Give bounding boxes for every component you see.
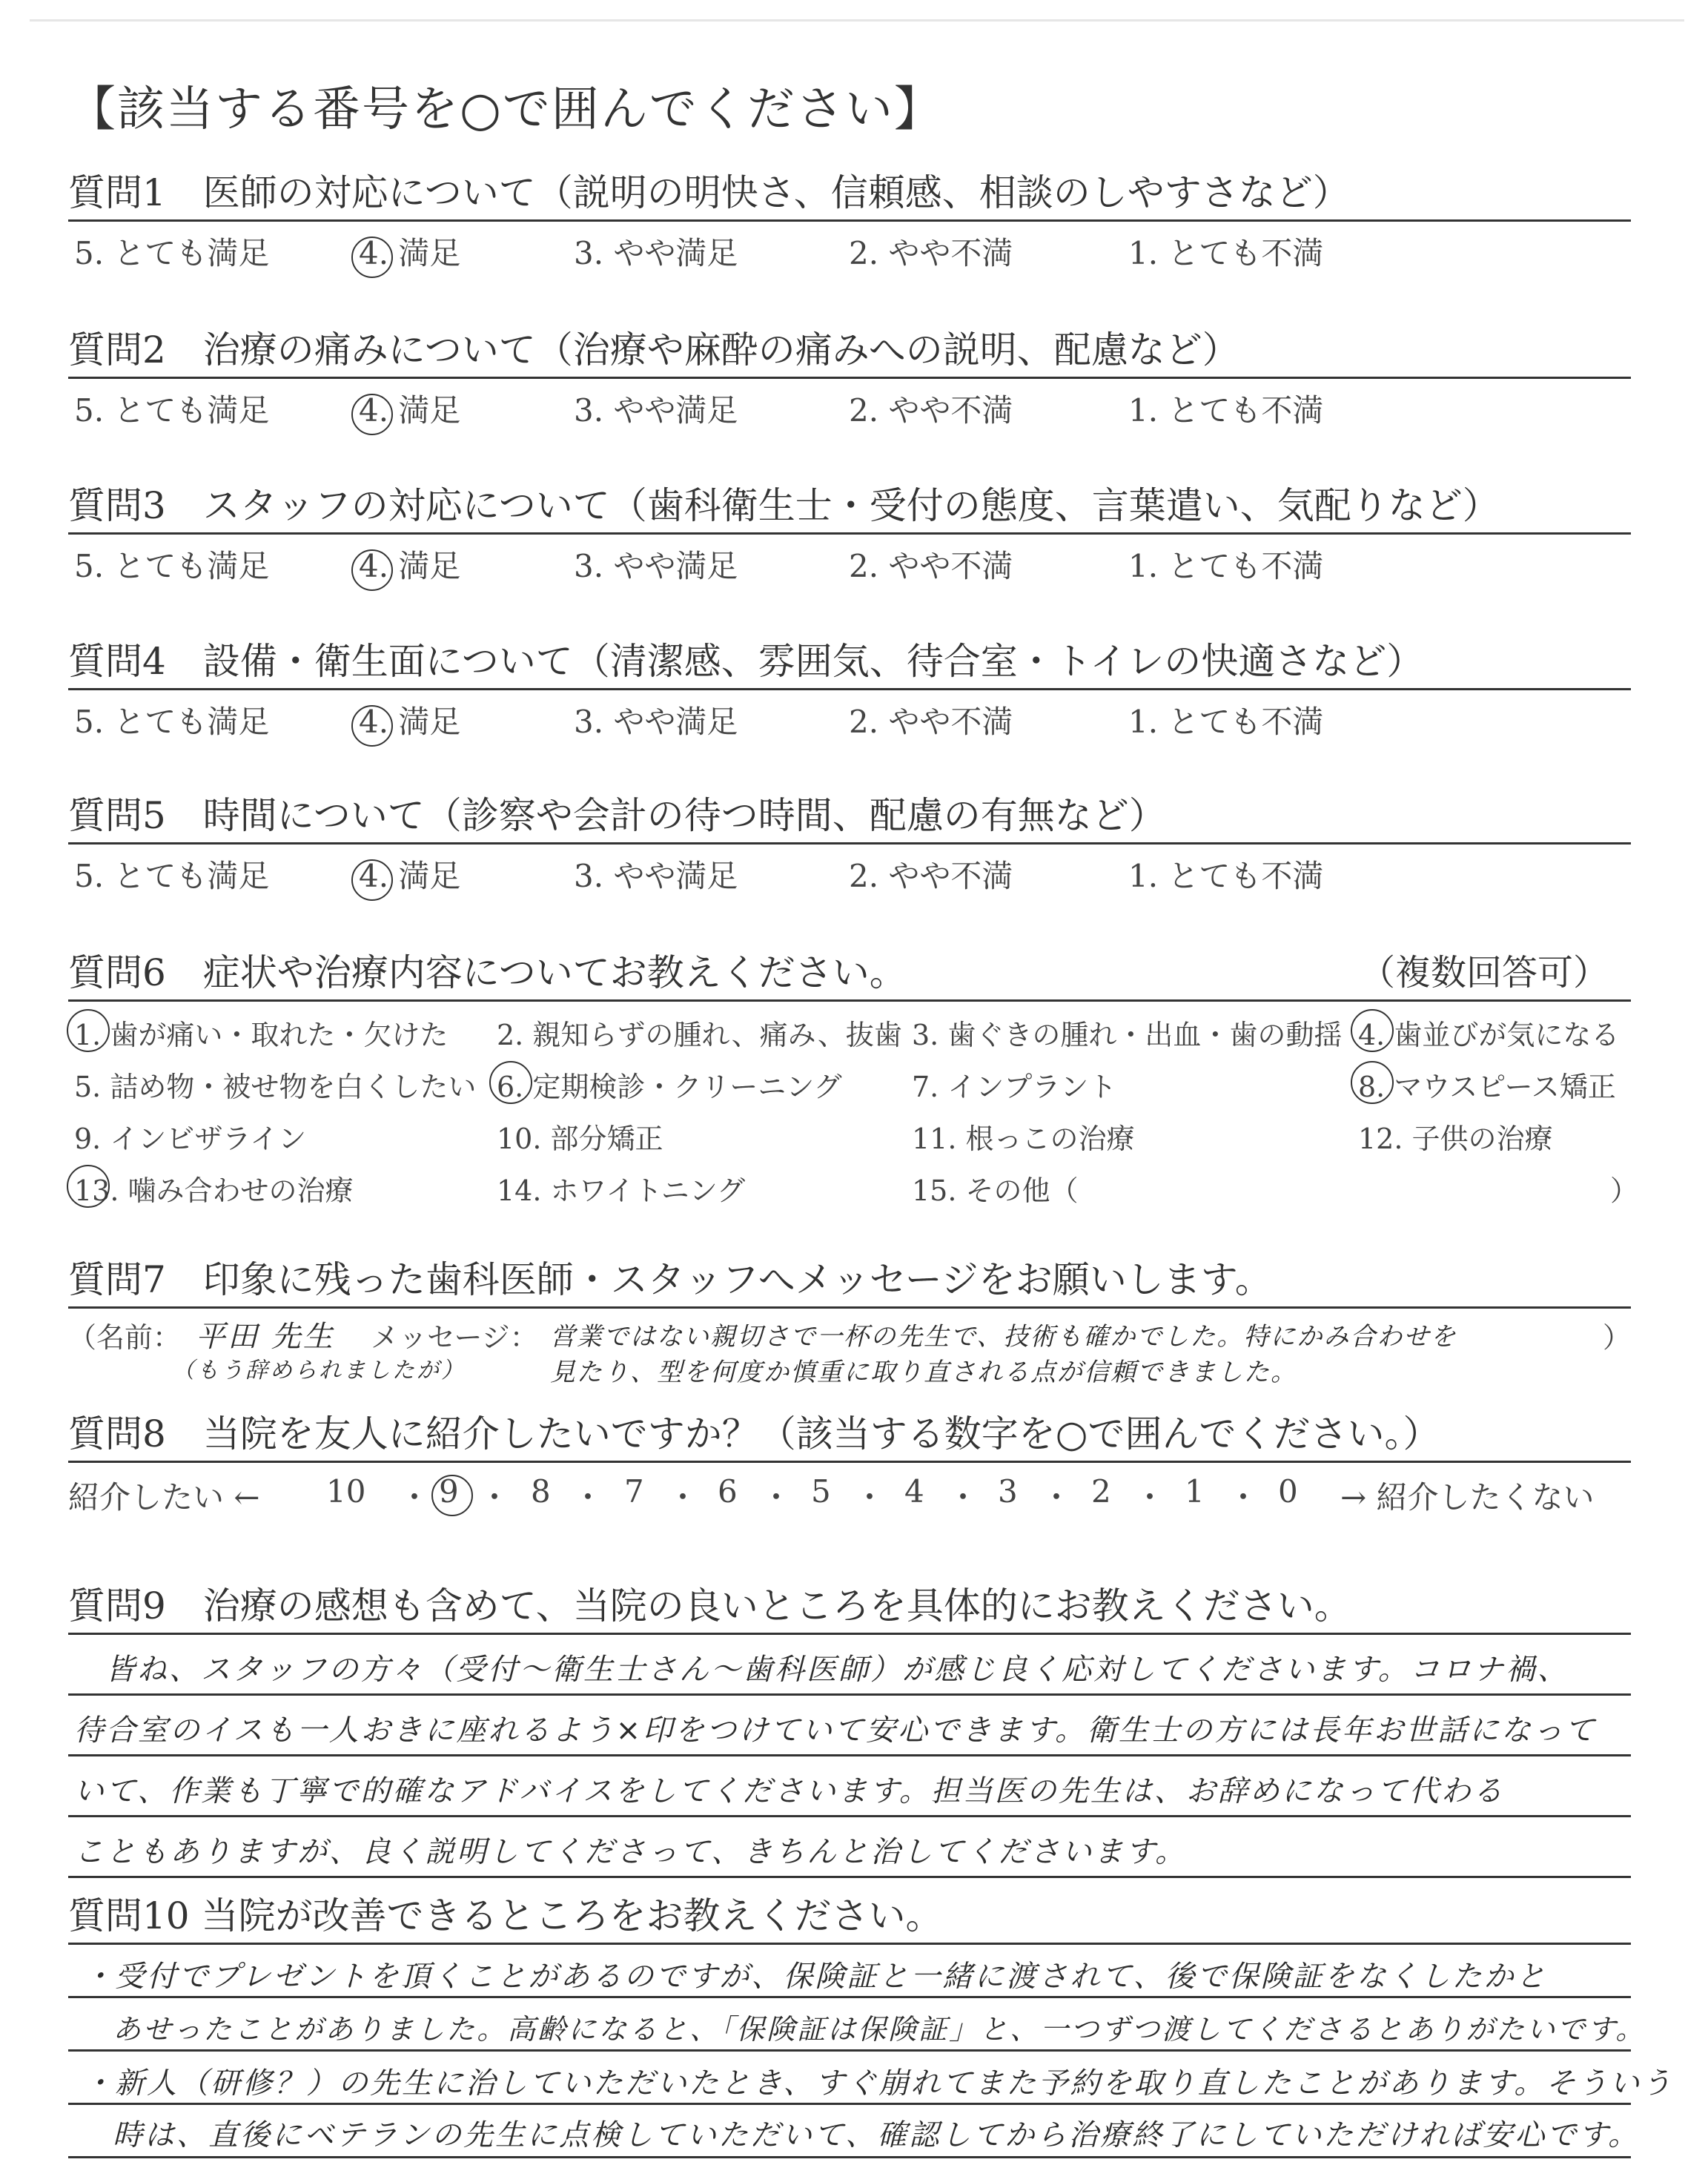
ruled-line — [68, 2103, 1631, 2105]
question-10 — [68, 1889, 1674, 2165]
ruled-line — [68, 1996, 1631, 1998]
option-2[interactable]: 2. やや不満 — [849, 704, 1013, 740]
option-4-selected[interactable]: 4. 満足 — [359, 858, 461, 894]
scale-sep: ・ — [572, 1479, 604, 1516]
scale-sep: ・ — [854, 1479, 886, 1516]
answer-10-line-3: ・新人（研修？）の先生に治していただいたとき、すぐ崩れてまた予約を取り直したことがあります。そういう — [83, 2066, 1674, 2100]
recommend-scale — [68, 1463, 1631, 1522]
symptom-5[interactable]: 5. 詰め物・被せ物を白くしたい — [74, 1071, 477, 1103]
scale-0[interactable]: 0 — [1278, 1473, 1298, 1510]
symptom-6-selected[interactable]: 6. 定期検診・クリーニング — [497, 1064, 842, 1105]
symptom-9[interactable]: 9. インビザライン — [74, 1123, 307, 1155]
scale-3[interactable]: 3 — [998, 1473, 1018, 1510]
option-1[interactable]: 1. とても不満 — [1128, 704, 1324, 740]
symptom-4-selected[interactable]: 4. 歯並びが気になる — [1358, 1012, 1619, 1053]
question-5-title: 質問5 時間について（診察や会計の待つ時間、配慮の有無など） — [68, 794, 1166, 837]
option-2[interactable]: 2. やや不満 — [849, 235, 1013, 271]
ruled-line — [68, 1943, 1631, 1945]
scale-sep: ・ — [667, 1479, 699, 1516]
option-4-selected[interactable]: 4. 満足 — [359, 548, 461, 584]
question-2-title: 質問2 治療の痛みについて（治療や麻酔の痛みへの説明、配慮など） — [68, 328, 1239, 371]
option-3[interactable]: 3. やや満足 — [574, 392, 738, 429]
scale-5[interactable]: 5 — [811, 1473, 831, 1510]
question-4-options — [68, 690, 1631, 742]
symptom-1-selected[interactable]: 1. 歯が痛い・取れた・欠けた — [74, 1012, 448, 1053]
scale-sep: ・ — [1041, 1479, 1073, 1516]
option-3[interactable]: 3. やや満足 — [574, 235, 738, 271]
scale-7[interactable]: 7 — [624, 1473, 644, 1510]
ruled-line — [68, 1693, 1631, 1696]
scale-6[interactable]: 6 — [718, 1473, 738, 1510]
answer-9-line-1: 皆ね、スタッフの方々（受付〜衛生士さん〜歯科医師）が感じ良く応対してくださいます。コロナ禍、 — [105, 1653, 1569, 1687]
question-3 — [68, 479, 1631, 586]
symptom-13-selected[interactable]: 13. 噛み合わせの治療 — [74, 1168, 354, 1209]
message-line-1: 営業ではない親切さで一杯の先生で、技術も確かでした。特にかみ合わせを — [550, 1322, 1457, 1352]
question-10-title: 質問10 当院が改善できるところをお教えください。 — [68, 1894, 943, 1937]
option-1[interactable]: 1. とても不満 — [1128, 858, 1324, 894]
question-3-options — [68, 535, 1631, 586]
question-3-title: 質問3 スタッフの対応について（歯科衛生士・受付の態度、言葉遣い、気配りなど） — [68, 484, 1500, 527]
symptom-14[interactable]: 14. ホワイトニング — [497, 1174, 746, 1207]
symptom-10[interactable]: 10. 部分矯正 — [497, 1123, 663, 1155]
message-label: メッセージ： — [371, 1321, 538, 1354]
option-5[interactable]: 5. とても満足 — [74, 235, 270, 271]
option-4-selected[interactable]: 4. 満足 — [359, 392, 461, 429]
option-4-selected[interactable]: 4. 満足 — [359, 235, 461, 271]
symptom-11[interactable]: 11. 根っこの治療 — [912, 1123, 1135, 1155]
symptom-grid — [68, 1002, 1639, 1217]
question-1-title: 質問1 医師の対応について（説明の明快さ、信頼感、相談のしやすさなど） — [68, 171, 1350, 214]
answer-10-line-1: ・受付でプレゼントを頂くことがあるのですが、保険証と一緒に渡されて、後で保険証をなくしたかと — [83, 1960, 1548, 1994]
option-5[interactable]: 5. とても満足 — [74, 392, 270, 429]
message-close-paren: ） — [1602, 1321, 1631, 1354]
question-8 — [68, 1407, 1631, 1522]
option-4-selected[interactable]: 4. 満足 — [359, 704, 461, 740]
recommend-right-label: → 紹介したくない — [1340, 1479, 1595, 1516]
other-close-paren: ） — [1610, 1174, 1639, 1207]
page-heading: 【該当する番号を○で囲んでください】 — [68, 82, 943, 137]
answer-9-line-2: 待合室のイスも一人おきに座れるよう×印をつけていて安心できます。衛生士の方には長年お世話になって — [74, 1713, 1597, 1748]
question-8-title: 質問8 当院を友人に紹介したいですか？（該当する数字を○で囲んでください。） — [68, 1412, 1440, 1455]
scale-sep: ・ — [947, 1479, 979, 1516]
answer-10-lines — [68, 1943, 1674, 2165]
symptom-8-selected[interactable]: 8. マウスピース矯正 — [1358, 1064, 1616, 1105]
option-2[interactable]: 2. やや不満 — [849, 392, 1013, 429]
scale-8[interactable]: 8 — [531, 1473, 551, 1510]
symptom-2[interactable]: 2. 親知らずの腫れ、痛み、抜歯 — [497, 1019, 902, 1051]
message-line-2: 見たり、型を何度か慎重に取り直される点が信頼できました。 — [550, 1358, 1297, 1387]
recommend-left-label: 紹介したい ← — [68, 1479, 260, 1516]
ruled-line — [68, 1633, 1631, 1635]
option-3[interactable]: 3. やや満足 — [574, 548, 738, 584]
scale-sep: ・ — [1134, 1479, 1166, 1516]
scale-2[interactable]: 2 — [1091, 1473, 1111, 1510]
option-2[interactable]: 2. やや不満 — [849, 548, 1013, 584]
ruled-line — [68, 1754, 1631, 1756]
option-2[interactable]: 2. やや不満 — [849, 858, 1013, 894]
ruled-line — [68, 2049, 1631, 2052]
question-9 — [68, 1579, 1631, 1900]
symptom-15-other[interactable]: 15. その他（ — [912, 1174, 1079, 1207]
answer-9-line-4: こともありますが、良く説明してくださって、きちんと治してくださいます。 — [74, 1835, 1187, 1869]
scale-sep: ・ — [1228, 1479, 1260, 1516]
name-value: 平田 先生 — [196, 1320, 335, 1354]
ruled-line — [68, 1876, 1631, 1878]
scale-sep: ・ — [399, 1479, 431, 1516]
symptom-3[interactable]: 3. 歯ぐきの腫れ・出血・歯の動揺 — [912, 1019, 1343, 1051]
option-1[interactable]: 1. とても不満 — [1128, 548, 1324, 584]
question-2-options — [68, 379, 1631, 431]
symptom-7[interactable]: 7. インプラント — [912, 1071, 1117, 1103]
scale-sep: ・ — [761, 1479, 792, 1516]
name-label: （名前： — [68, 1321, 182, 1354]
scale-1[interactable]: 1 — [1185, 1473, 1205, 1510]
option-1[interactable]: 1. とても不満 — [1128, 392, 1324, 429]
answer-9-line-3: いて、作業も丁寧で的確なアドバイスをしてくださいます。担当医の先生は、お辞めになって代わる — [74, 1774, 1505, 1808]
name-note: （もう辞められましたが） — [172, 1358, 466, 1384]
question-6 — [68, 946, 1639, 1217]
option-3[interactable]: 3. やや満足 — [574, 858, 738, 894]
option-5[interactable]: 5. とても満足 — [74, 548, 270, 584]
scale-sep: ・ — [479, 1479, 511, 1516]
answer-10-line-4: 時は、直後にベテランの先生に点検していただいて、確認してから治療終了にしていただければ安心です。 — [113, 2118, 1640, 2152]
question-7 — [68, 1253, 1631, 1390]
scale-4[interactable]: 4 — [904, 1473, 924, 1510]
multiple-answer-note: （複数回答可） — [1359, 952, 1609, 994]
question-1-options — [68, 222, 1631, 274]
question-6-title: 質問6 症状や治療内容についてお教えください。 — [68, 951, 907, 994]
symptom-12[interactable]: 12. 子供の治療 — [1358, 1123, 1553, 1155]
question-4-title: 質問4 設備・衛生面について（清潔感、雰囲気、待合室・トイレの快適さなど） — [68, 640, 1424, 683]
question-9-title: 質問9 治療の感想も含めて、当院の良いところを具体的にお教えください。 — [68, 1584, 1351, 1627]
question-5 — [68, 789, 1631, 896]
question-4 — [68, 635, 1631, 742]
option-5[interactable]: 5. とても満足 — [74, 858, 270, 894]
question-1 — [68, 166, 1631, 274]
option-3[interactable]: 3. やや満足 — [574, 704, 738, 740]
answer-9-lines — [68, 1633, 1631, 1900]
ruled-line — [68, 1815, 1631, 1817]
top-edge-line — [30, 19, 1684, 22]
answer-10-line-2: あせったことがありました。高齢になると、「保険証は保険証」と、一つずつ渡してくださるとありがたいです。 — [113, 2013, 1646, 2046]
scale-10[interactable]: 10 — [326, 1473, 366, 1510]
question-7-title: 質問7 印象に残った歯科医師・スタッフへメッセージをお願いします。 — [68, 1258, 1272, 1301]
message-area — [68, 1309, 1631, 1390]
question-5-options — [68, 844, 1631, 896]
option-1[interactable]: 1. とても不満 — [1128, 235, 1324, 271]
option-5[interactable]: 5. とても満足 — [74, 704, 270, 740]
ruled-line — [68, 2156, 1631, 2158]
scale-9-selected[interactable]: 9 — [439, 1473, 459, 1510]
question-2 — [68, 323, 1631, 431]
